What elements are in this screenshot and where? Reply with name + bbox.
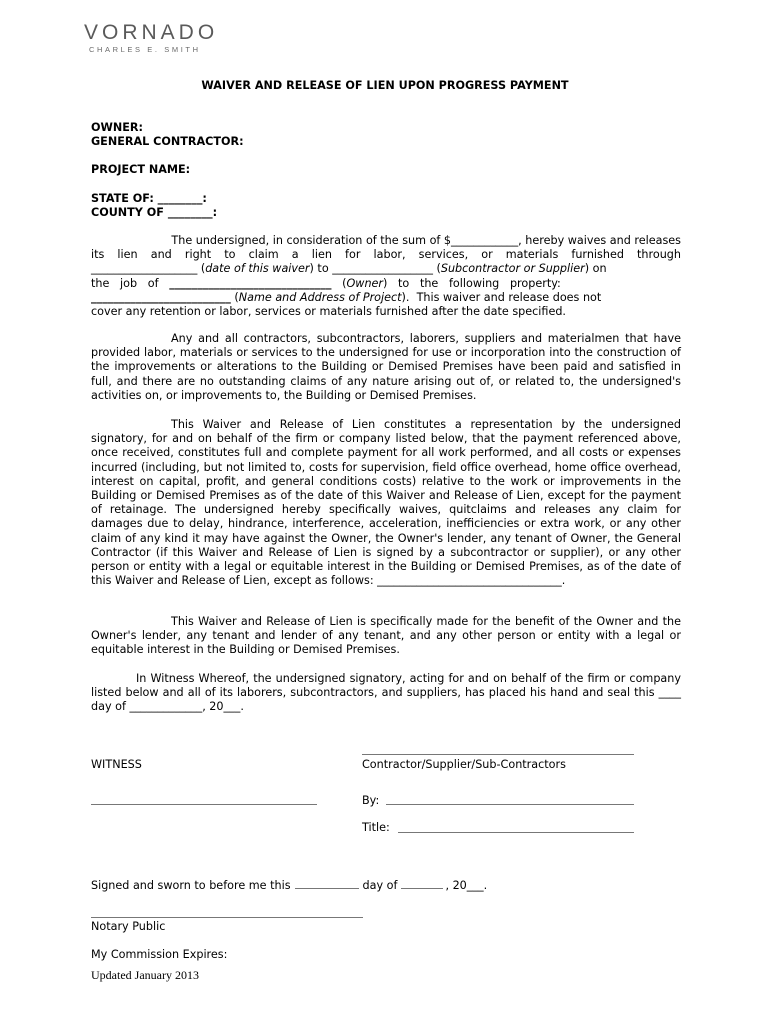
owner-label: OWNER: [91,121,143,134]
contractors-paid-paragraph: Any and all contractors, subcontractors, laborers, suppliers and materialmen that have provided labor, materials or services to the undersigned for use or incorporation into the construction of the improvements or alterations to the Building or Demised Premises have been paid and satisfied in full, and there are no outstanding claims of any nature arising out of, or related to, the undersigned's activities on, or improvements to, the Building or Demised Premises. [91,332,681,402]
para1-line1: The undersigned, in consideration of the sum of $____________, hereby waives and releases [171,234,681,247]
notary-public-label: Notary Public [91,920,166,933]
contractor-label: Contractor/Supplier/Sub-Contractors [362,758,566,771]
para1-line5: _________________________ (Name and Address of Project). This waiver and release does not [91,290,602,304]
benefit-paragraph: This Waiver and Release of Lien is specifically made for the benefit of the Owner and the Owner's lender, any tenant and lender of any tenant, and any other person or entity with a legal or equitable interest in the Building or Demised Premises. [91,615,681,657]
witness-label: WITNESS [91,758,142,771]
sworn-month-blank[interactable] [401,878,443,889]
document-title: WAIVER AND RELEASE OF LIEN UPON PROGRESS PAYMENT [201,79,569,92]
representation-paragraph: This Waiver and Release of Lien constitutes a representation by the undersigned signatory, for and on behalf of the firm or company listed below, that the payment referenced above, once received, constitutes full and complete payment for all work performed, and all costs or expenses incurred (including, but not limited to, costs for supervision, field office overhead, home office overhead, interest on capital, profit, and general conditions costs) relative to the work or improvements in the Building or Demised Premises as of the date of this Waiver and Release of Lien, except for the payment of retainage. The undersigned hereby specifically waives, quitclaims and releases any claim for damages due to delay, hindrance, interference, acceleration, inefficiencies or extra work, or any other claim of any kind it may have against the Owner, the Owner's lender, any tenant of Owner, the General Contractor (if this Waiver and Release of Lien is signed by a subcontractor or supplier), or any other person or entity with a legal or equitable interest in the Building or Demised Premises, as of the date of this Waiver and Release of Lien, except as follows: _________________________________. [91,418,681,588]
by-label: By: [362,794,380,807]
sworn-statement: Signed and sworn to before me this day of , 20___. [91,879,488,892]
witness-whereof-paragraph: In Witness Whereof, the undersigned signatory, acting for and on behalf of the firm or company listed below and all of its laborers, subcontractors, and suppliers, has placed his hand and seal this ____ day of _____________, 20___. [91,672,681,714]
sworn-date-blank[interactable] [295,878,359,889]
title-label: Title: [362,821,390,834]
county-label: COUNTY OF ________: [91,205,218,219]
header-fields [91,121,681,220]
commission-expires-label: My Commission Expires: [91,948,228,961]
updated-date: Updated January 2013 [91,968,199,982]
title-signature-line[interactable] [398,832,634,833]
by-signature-line[interactable] [386,804,634,805]
consideration-paragraph [91,234,681,319]
project-name-label: PROJECT NAME: [91,163,191,177]
para1-line2: its lien and right to claim a lien for labor, services, or materials furnished through [91,248,681,262]
state-label: STATE OF: ________: [91,191,207,205]
vornado-logo [84,22,224,54]
logo-main-text: VORNADO [84,21,219,44]
notary-signature-line[interactable] [91,917,363,918]
logo-sub-text: CHARLES E. SMITH [89,45,201,54]
general-contractor-label: GENERAL CONTRACTOR: [91,135,244,149]
para1-line6: cover any retention or labor, services or materials furnished after the date specified. [91,305,566,319]
contractor-signature-line[interactable] [362,754,634,755]
witness-signature-line[interactable] [91,804,317,805]
para1-line4: the job of _____________________________ (Owner) to the following property: [91,276,561,290]
para1-line3: ___________________ (date of this waiver) to __________________ (Subcontractor or Supplier) on [91,262,607,276]
